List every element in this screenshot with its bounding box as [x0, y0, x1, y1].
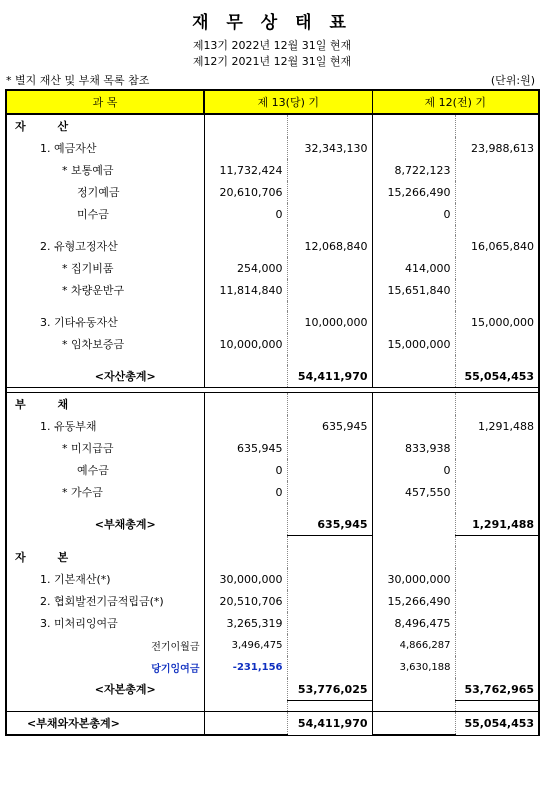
value-prior: 4,866,287	[372, 634, 455, 656]
total-assets-prior: 55,054,453	[455, 365, 539, 388]
value-prior: 414,000	[372, 257, 455, 279]
total-liabilities-current: 635,945	[287, 513, 372, 536]
total-assets-current: 54,411,970	[287, 365, 372, 388]
footnote-reference: * 별지 재산 및 부채 목록 참조	[6, 74, 150, 87]
table-row	[6, 181, 539, 203]
value-prior: 30,000,000	[372, 568, 455, 590]
total-equity-label: <자본총계>	[6, 678, 204, 701]
row-label: 당기잉여금	[6, 656, 204, 678]
row-label: 1. 예금자산	[6, 137, 204, 159]
table-row	[6, 159, 539, 181]
value-prior: 0	[372, 459, 455, 481]
table-row	[6, 437, 539, 459]
row-label: 전기이월금	[6, 634, 204, 656]
subtotal-current: 635,945	[287, 415, 372, 437]
row-label: * 임차보증금	[6, 333, 204, 355]
row-label: * 미지급금	[6, 437, 204, 459]
prior-period-caption: 제12기 2021년 12월 31일 현재	[192, 55, 352, 68]
subtotal-prior: 16,065,840	[455, 235, 539, 257]
header-prior-period: 제 12(전) 기	[372, 90, 539, 114]
table-row	[6, 114, 539, 137]
table-row	[6, 365, 539, 388]
table-row	[6, 279, 539, 301]
table-row	[6, 393, 539, 416]
table-row	[6, 481, 539, 503]
value-prior: 457,550	[372, 481, 455, 503]
value-prior: 15,266,490	[372, 590, 455, 612]
section-liabilities: 부 채	[6, 393, 204, 416]
table-row	[6, 459, 539, 481]
row-label: 2. 유형고정자산	[6, 235, 204, 257]
grand-total-label: <부채와자본총계>	[6, 712, 204, 736]
table-row	[6, 311, 539, 333]
value-current: 3,265,319	[204, 612, 287, 634]
value-prior: 15,000,000	[372, 333, 455, 355]
value-prior: 3,630,188	[372, 656, 455, 678]
table-row	[6, 568, 539, 590]
row-label: 1. 유동부채	[6, 415, 204, 437]
grand-total-current: 54,411,970	[287, 712, 372, 736]
header-account: 과 목	[6, 90, 204, 114]
value-current: 20,610,706	[204, 181, 287, 203]
value-prior: 15,651,840	[372, 279, 455, 301]
table-row	[6, 415, 539, 437]
subtotal-current: 12,068,840	[287, 235, 372, 257]
value-current: 30,000,000	[204, 568, 287, 590]
table-row	[6, 612, 539, 634]
subtotal-prior: 1,291,488	[455, 415, 539, 437]
table-row	[6, 590, 539, 612]
value-current: 0	[204, 459, 287, 481]
value-current: 20,510,706	[204, 590, 287, 612]
table-row	[6, 712, 539, 736]
row-label: 3. 미처리잉여금	[6, 612, 204, 634]
table-row	[6, 203, 539, 225]
value-prior: 0	[372, 203, 455, 225]
table-row	[6, 634, 539, 656]
row-label: * 가수금	[6, 481, 204, 503]
value-current: 10,000,000	[204, 333, 287, 355]
grand-total-prior: 55,054,453	[455, 712, 539, 736]
current-period-caption: 제13기 2022년 12월 31일 현재	[192, 39, 352, 52]
value-current: 254,000	[204, 257, 287, 279]
subtotal-current: 10,000,000	[287, 311, 372, 333]
row-label: 정기예금	[6, 181, 204, 203]
value-current: 3,496,475	[204, 634, 287, 656]
total-equity-prior: 53,762,965	[455, 678, 539, 701]
value-current: 635,945	[204, 437, 287, 459]
value-current: 0	[204, 203, 287, 225]
balance-sheet-table	[5, 89, 540, 736]
row-label: * 차량운반구	[6, 279, 204, 301]
section-equity: 자 본	[6, 546, 204, 568]
value-current: 11,814,840	[204, 279, 287, 301]
unit-label: (단위:원)	[490, 74, 535, 87]
subtotal-prior: 15,000,000	[455, 311, 539, 333]
value-current: -231,156	[204, 656, 287, 678]
total-assets-label: <자산총계>	[6, 365, 204, 388]
row-label: * 집기비품	[6, 257, 204, 279]
row-label: 미수금	[6, 203, 204, 225]
header-current-period: 제 13(당) 기	[204, 90, 372, 114]
row-label: 예수금	[6, 459, 204, 481]
value-prior: 833,938	[372, 437, 455, 459]
value-current: 0	[204, 481, 287, 503]
total-liabilities-prior: 1,291,488	[455, 513, 539, 536]
row-label: * 보통예금	[6, 159, 204, 181]
row-label: 3. 기타유동자산	[6, 311, 204, 333]
table-row	[6, 546, 539, 568]
row-label: 2. 협회발전기금적립금(*)	[6, 590, 204, 612]
value-prior: 15,266,490	[372, 181, 455, 203]
value-prior: 8,722,123	[372, 159, 455, 181]
table-row	[6, 678, 539, 701]
value-prior: 8,496,475	[372, 612, 455, 634]
section-assets: 자 산	[6, 114, 204, 137]
table-row	[6, 656, 539, 678]
table-row	[6, 235, 539, 257]
value-current: 11,732,424	[204, 159, 287, 181]
total-liabilities-label: <부채총계>	[6, 513, 204, 536]
table-header-row	[6, 90, 539, 114]
subtotal-current: 32,343,130	[287, 137, 372, 159]
subtotal-prior: 23,988,613	[455, 137, 539, 159]
table-row	[6, 513, 539, 536]
total-equity-current: 53,776,025	[287, 678, 372, 701]
table-row	[6, 257, 539, 279]
statement-title: 재 무 상 태 표	[192, 13, 352, 33]
table-row	[6, 333, 539, 355]
table-row	[6, 137, 539, 159]
row-label: 1. 기본재산(*)	[6, 568, 204, 590]
